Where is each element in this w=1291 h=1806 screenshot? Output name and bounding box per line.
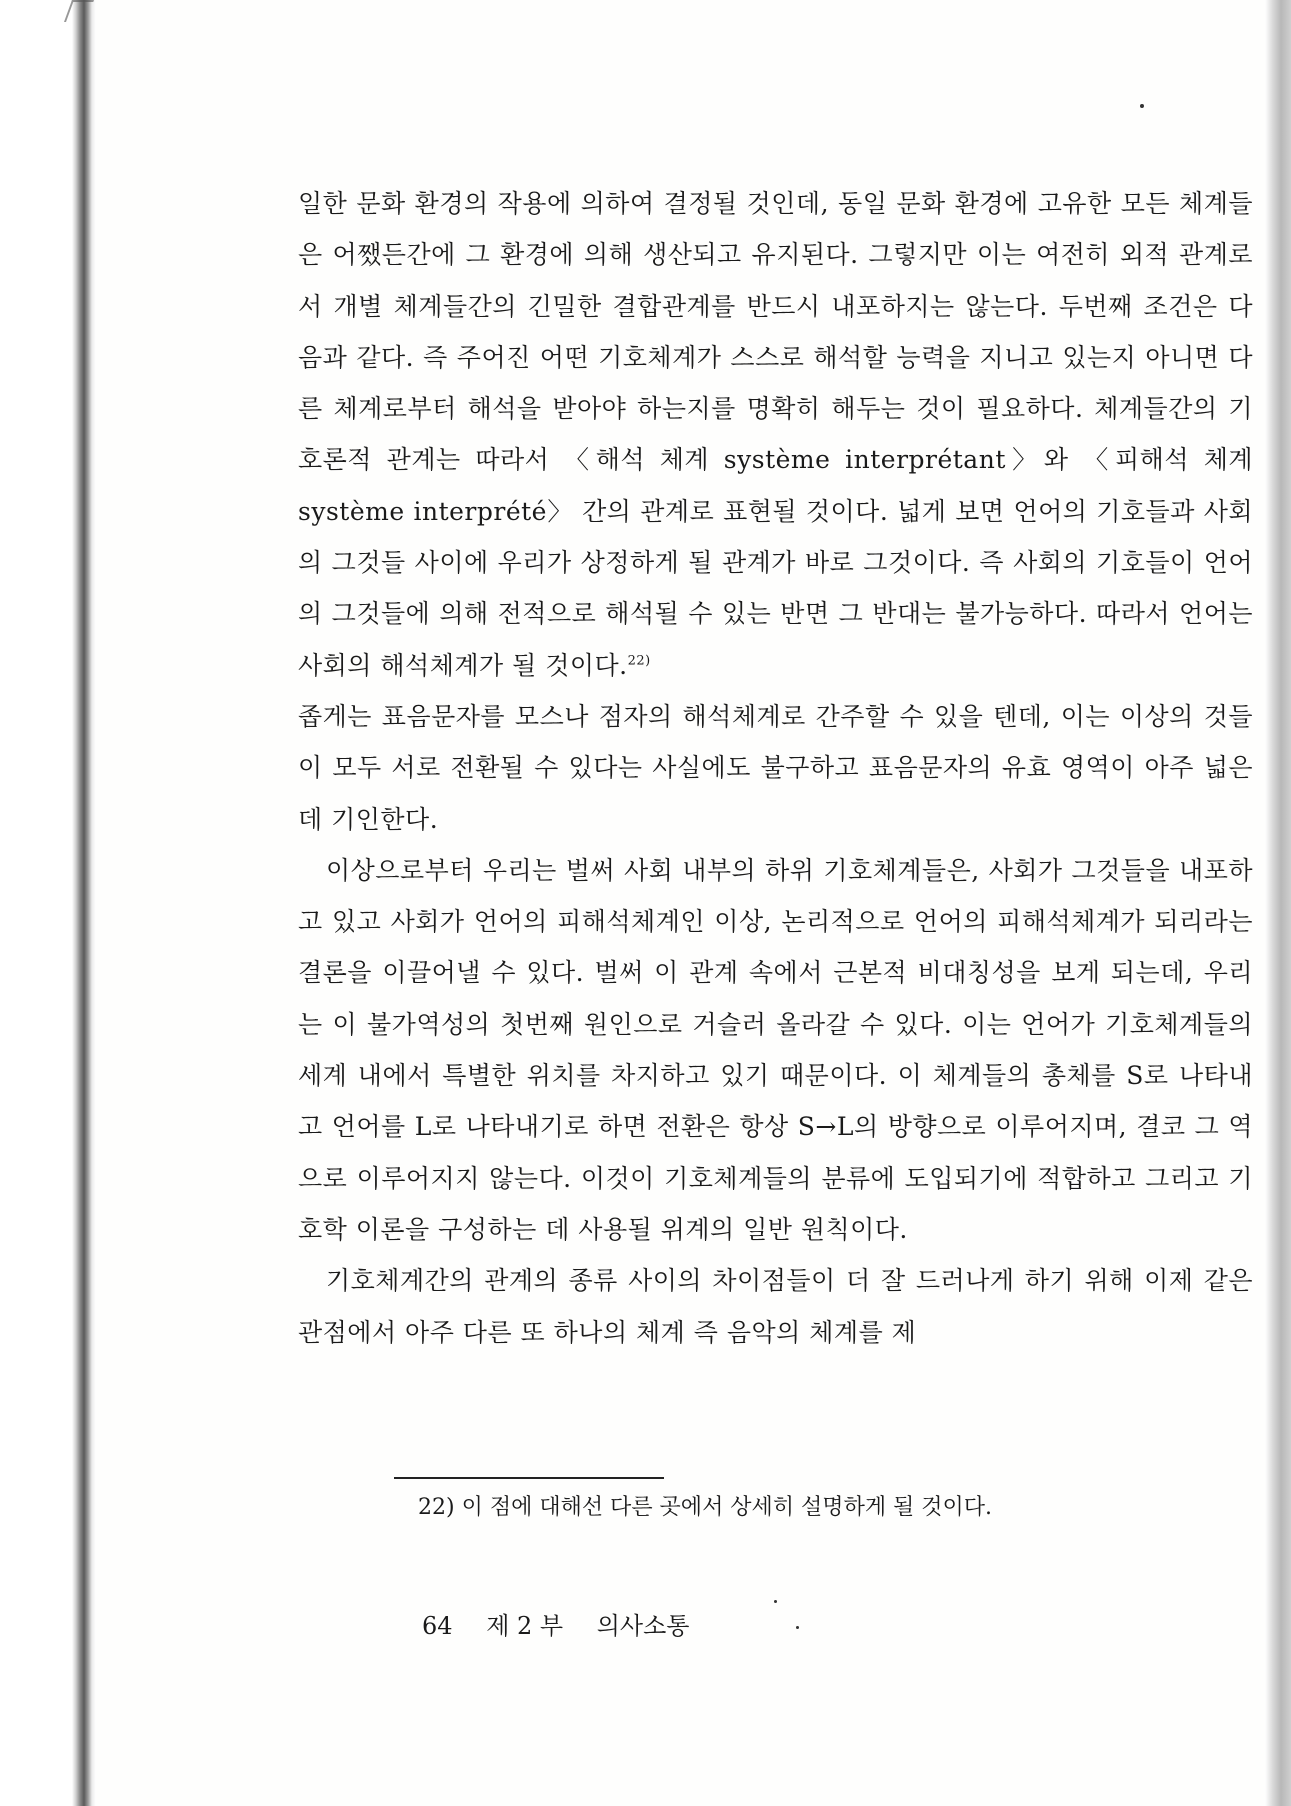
scan-speck bbox=[796, 1626, 799, 1629]
footnote-reference: 22) bbox=[627, 653, 651, 669]
page-number: 64 bbox=[422, 1612, 453, 1640]
footnote-divider bbox=[394, 1477, 664, 1479]
page-right-shadow bbox=[1265, 0, 1291, 1806]
body-text bbox=[298, 178, 1253, 1358]
paragraph-3: 이상으로부터 우리는 벌써 사회 내부의 하위 기호체계들은, 사회가 그것들을 내포하고 있고 사회가 언어의 피해석체계인 이상, 논리적으로 언어의 피해석체계가 되리라는 결론을 이끌어낼 수 있다. 벌써 이 관계 속에서 근본적 비대칭성을 보게 되는데, 우리는 이 불가역성의 첫번째 원인으로 거슬러 올라갈 수 있다. 이는 언어가 기호체계들의 세계 내에서 특별한 위치를 차지하고 있기 때문이다. 이 체계들의 총체를 S로 나타내고 언어를 L로 나타내기로 하면 전환은 항상 S→L의 방향으로 이루어지며, 결코 그 역으로 이루어지지 않는다. 이것이 기호체계들의 분류에 도입되기에 적합하고 그리고 기호학 이론을 구성하는 데 사용될 위계의 일반 원칙이다. bbox=[298, 855, 1253, 1244]
book-spine-edge bbox=[0, 0, 96, 1806]
section-label: 의사소통 bbox=[596, 1612, 690, 1640]
paragraph-2: 좁게는 표음문자를 모스나 점자의 해석체계로 간주할 수 있을 텐데, 이는 이상의 것들이 모두 서로 전환될 수 있다는 사실에도 불구하고 표음문자의 유효 영역이 아주 넓은 데 기인한다. bbox=[298, 701, 1253, 834]
paragraph-4: 기호체계간의 관계의 종류 사이의 차이점들이 더 잘 드러나게 하기 위해 이제 같은 관점에서 아주 다른 또 하나의 체계 즉 음악의 체계를 제 bbox=[298, 1266, 1253, 1347]
book-page bbox=[96, 0, 1265, 1806]
paragraph-1 bbox=[298, 178, 1253, 691]
footnote: 22) 이 점에 대해선 다른 곳에서 상세히 설명하게 될 것이다. bbox=[418, 1495, 993, 1520]
scan-speck bbox=[774, 1600, 777, 1603]
part-label: 제 2 부 bbox=[486, 1612, 564, 1640]
paragraph-1-text: 일한 문화 환경의 작용에 의하여 결정될 것인데, 동일 문화 환경에 고유한 모든 체계들은 어쨌든간에 그 환경에 의해 생산되고 유지된다. 그렇지만 이는 여전히 외적 관계로서 개별 체계들간의 긴밀한 결합관계를 반드시 내포하지는 않는다. 두번째 조건은 다음과 같다. 즉 주어진 어떤 기호체계가 스스로 해석할 능력을 지니고 있는지 아니면 다른 체계로부터 해석을 받아야 하는지를 명확히 해두는 것이 필요하다. 체계들간의 기호론적 관계는 따라서 〈해석 체계 système interprétant〉와 〈피해석 체계 système interprété〉 간의 관계로 표현될 것이다. 넓게 보면 언어의 기호들과 사회의 그것들 사이에 우리가 상정하게 될 관계가 바로 그것이다. 즉 사회의 기호들이 언어의 그것들에 의해 전적으로 해석될 수 있는 반면 그 반대는 불가능하다. 따라서 언어는 사회의 해석체계가 될 것이다. bbox=[298, 189, 1253, 680]
page-footer bbox=[422, 1606, 715, 1641]
scan-speck bbox=[1140, 104, 1144, 108]
